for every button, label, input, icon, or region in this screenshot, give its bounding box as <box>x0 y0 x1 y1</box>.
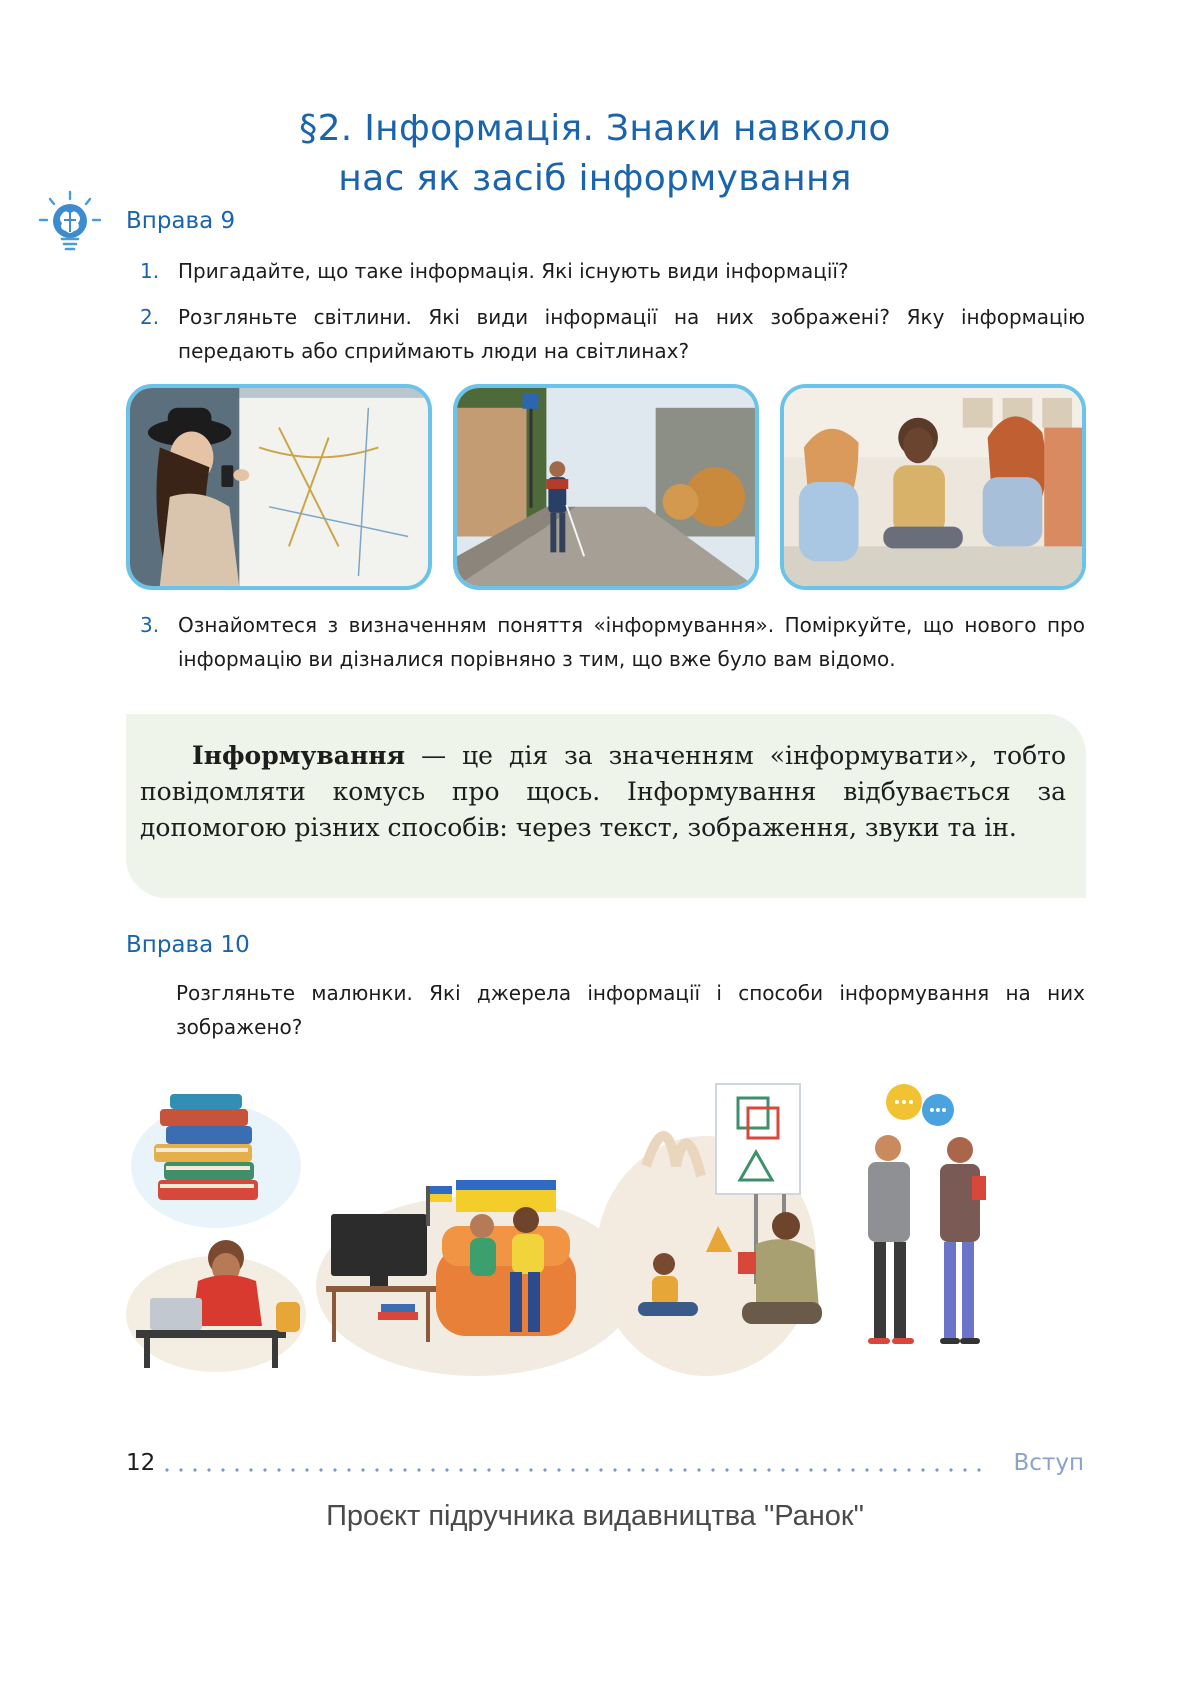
task-2-text: Розгляньте світлини. Які види інформації на них зображені? Яку інформацію передають або сприймають люди на світлинах? <box>178 305 1085 363</box>
brain-lightbulb-icon <box>38 190 102 258</box>
publisher-watermark: Проєкт підручника видавництва "Ранок" <box>326 1500 864 1532</box>
page-number: 12 <box>126 1450 156 1476</box>
task-1-text: Пригадайте, що таке інформація. Які існують види інформації? <box>178 259 849 283</box>
boy-at-laptop-illustration <box>126 1240 306 1372</box>
exercise-10-task <box>176 976 1085 1046</box>
photo-children-talking <box>780 384 1086 590</box>
title-line-2: нас як засіб інформування <box>338 158 852 199</box>
illustrations <box>126 1076 1086 1376</box>
definition-text <box>140 738 1066 846</box>
task-3-text: Ознайомтеся з визначенням поняття «інформування». Поміркуйте, що нового про інформацію ви дізналися порівняно з тим, що вже було вам відомо. <box>178 613 1085 671</box>
books-illustration <box>131 1094 301 1228</box>
family-tv-illustration <box>316 1180 636 1376</box>
people-talking-illustration <box>868 1084 986 1344</box>
task-2-number: 2. <box>140 305 160 329</box>
task-2 <box>140 300 1085 370</box>
photo-row <box>126 384 1086 590</box>
page-title <box>0 104 1190 204</box>
definition-box <box>126 714 1086 898</box>
footer-dotted-line <box>160 1468 990 1472</box>
title-line-1: §2. Інформація. Знаки навколо <box>299 108 891 149</box>
task-3-number: 3. <box>140 613 160 637</box>
exercise-10-heading: Вправа 10 <box>126 932 250 958</box>
exercise-9-heading: Вправа 9 <box>126 208 236 234</box>
task-3 <box>140 608 1085 718</box>
section-name: Вступ <box>1013 1450 1084 1476</box>
photo-blind-man-street <box>453 384 759 590</box>
task-1-number: 1. <box>140 259 160 283</box>
definition-body: — це дія за значенням «інформувати», тобто повідомляти комусь про щось. Інформування відбувається за допомогою різних способів: через текст, зображення, звуки та ін. <box>140 741 1066 842</box>
task-1 <box>140 254 1085 294</box>
teacher-student-illustration <box>596 1084 822 1376</box>
exercise-10-text: Розгляньте малюнки. Які джерела інформації і способи інформування на них зображено? <box>176 981 1085 1039</box>
definition-term: Інформування <box>192 741 406 770</box>
photo-woman-reading-map <box>126 384 432 590</box>
